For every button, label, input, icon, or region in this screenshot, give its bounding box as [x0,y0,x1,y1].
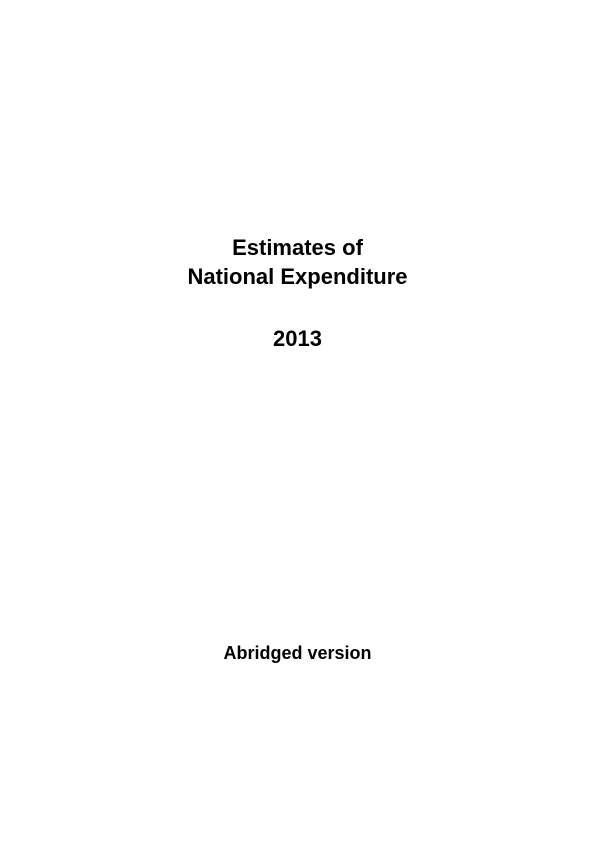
document-title [0,233,595,291]
title-line-1: Estimates of [232,235,363,260]
document-year: 2013 [273,326,322,351]
version-label: Abridged version [223,643,372,663]
title-line-2: National Expenditure [187,264,408,289]
